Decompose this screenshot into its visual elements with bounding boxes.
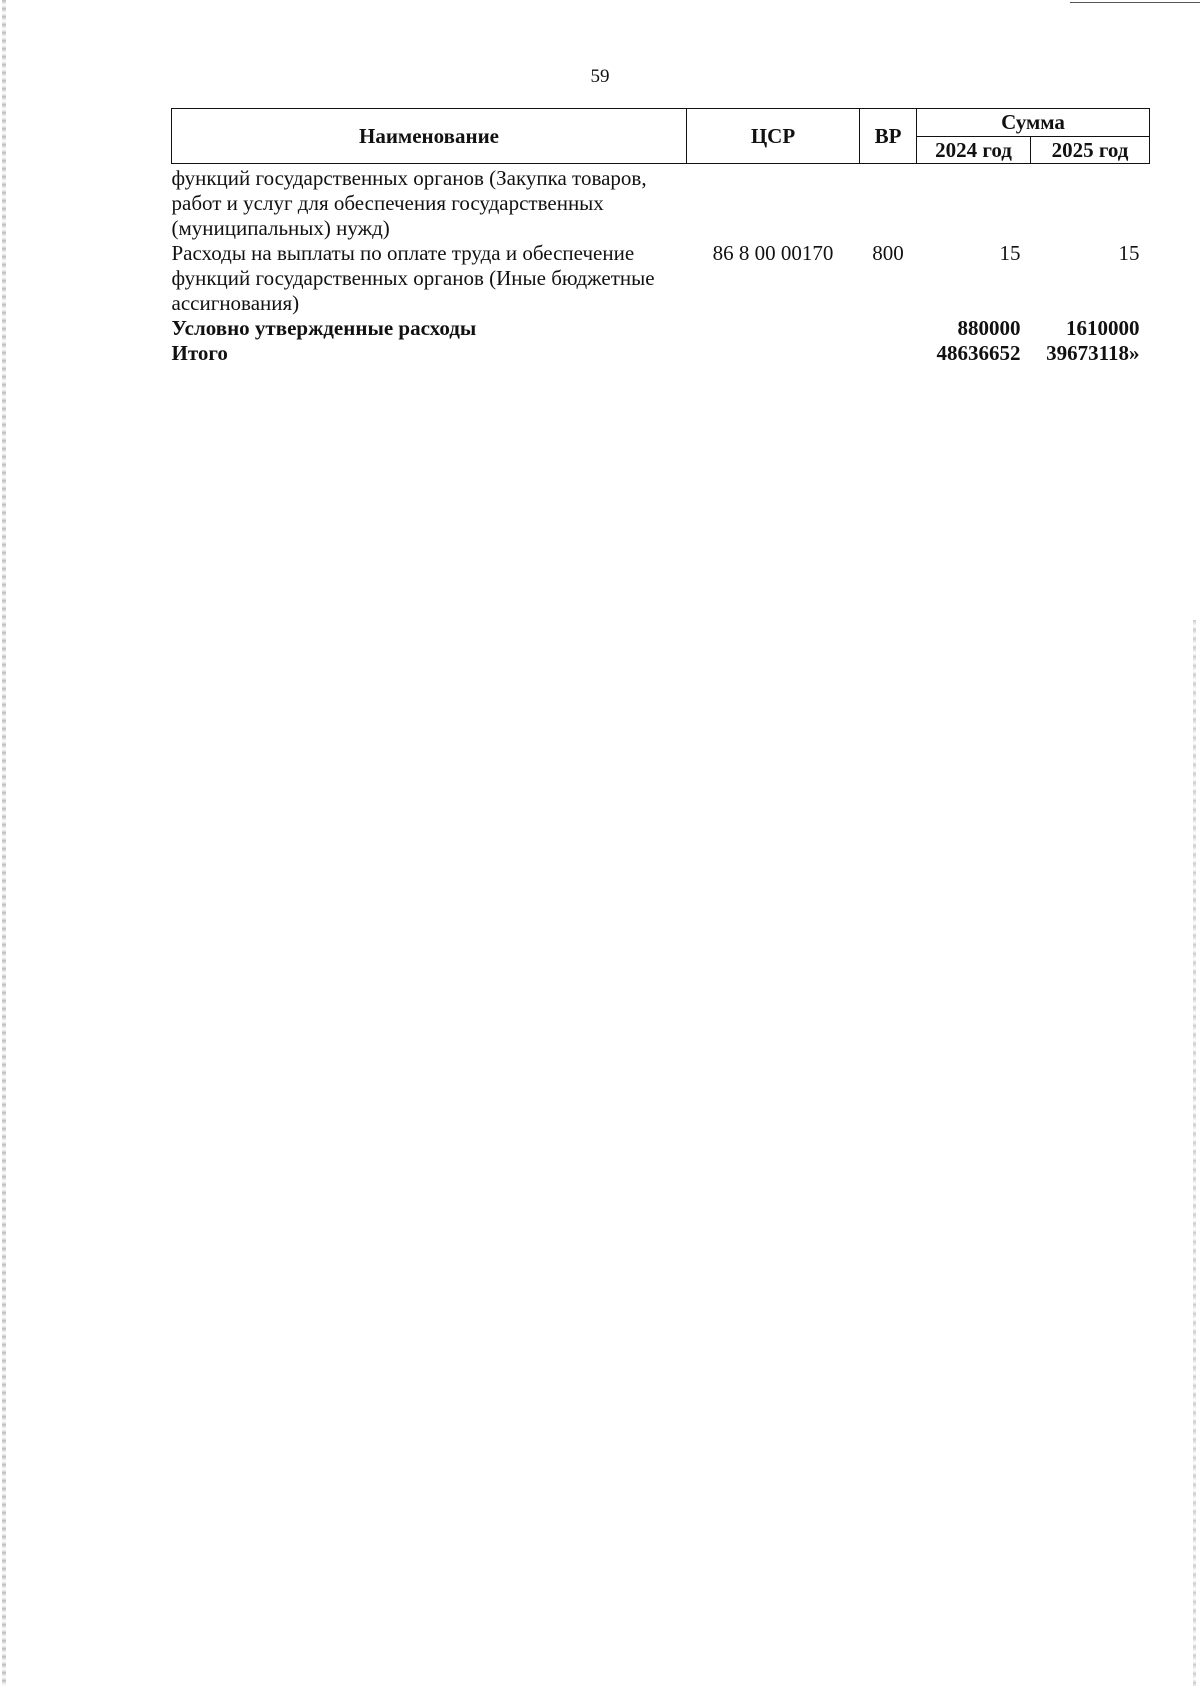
row-vr <box>860 341 917 366</box>
table-row-total <box>172 341 1150 366</box>
row-csr <box>687 341 860 366</box>
row-vr <box>860 164 917 242</box>
header-year-2024: 2024 год <box>917 136 1031 164</box>
row-sum-2025: 39673118» <box>1046 341 1140 365</box>
table-row <box>172 164 1150 242</box>
header-vr: ВР <box>860 109 917 164</box>
row-sum-2024: 15 <box>999 241 1021 265</box>
row-name: Итого <box>171 341 228 365</box>
table-body <box>172 164 1150 367</box>
row-name: Условно утвержденные расходы <box>171 316 477 340</box>
row-csr <box>687 164 860 242</box>
row-sum-2025: 15 <box>1118 241 1140 265</box>
top-edge-rule <box>1070 2 1200 3</box>
table-header <box>172 109 1150 164</box>
row-sum-2024: 880000 <box>957 316 1021 340</box>
row-vr <box>860 316 917 341</box>
header-year-2025: 2025 год <box>1031 136 1150 164</box>
header-csr: ЦСР <box>687 109 860 164</box>
table-row <box>172 241 1150 316</box>
header-sum: Сумма <box>917 109 1150 137</box>
row-sum-2024 <box>917 164 1031 242</box>
row-sum-2025: 1610000 <box>1066 316 1140 340</box>
row-csr: 86 8 00 00170 <box>712 241 834 265</box>
row-vr: 800 <box>872 241 904 265</box>
budget-table-container <box>171 108 1149 366</box>
page-number: 59 <box>590 66 610 87</box>
header-name: Наименование <box>172 109 687 164</box>
scan-edge-right <box>1193 620 1196 1686</box>
row-csr <box>687 316 860 341</box>
scan-edge-left <box>2 0 6 1686</box>
budget-table <box>171 108 1150 366</box>
row-name: Расходы на выплаты по оплате труда и обеспечение функций государственных органов (Иные бюджетные ассигнования) <box>171 241 655 315</box>
row-sum-2024: 48636652 <box>936 341 1021 365</box>
row-sum-2025 <box>1031 164 1150 242</box>
table-row-conditional-expenses <box>172 316 1150 341</box>
row-name: функций государственных органов (Закупка товаров, работ и услуг для обеспечения государственных (муниципальных) нужд) <box>171 166 647 240</box>
